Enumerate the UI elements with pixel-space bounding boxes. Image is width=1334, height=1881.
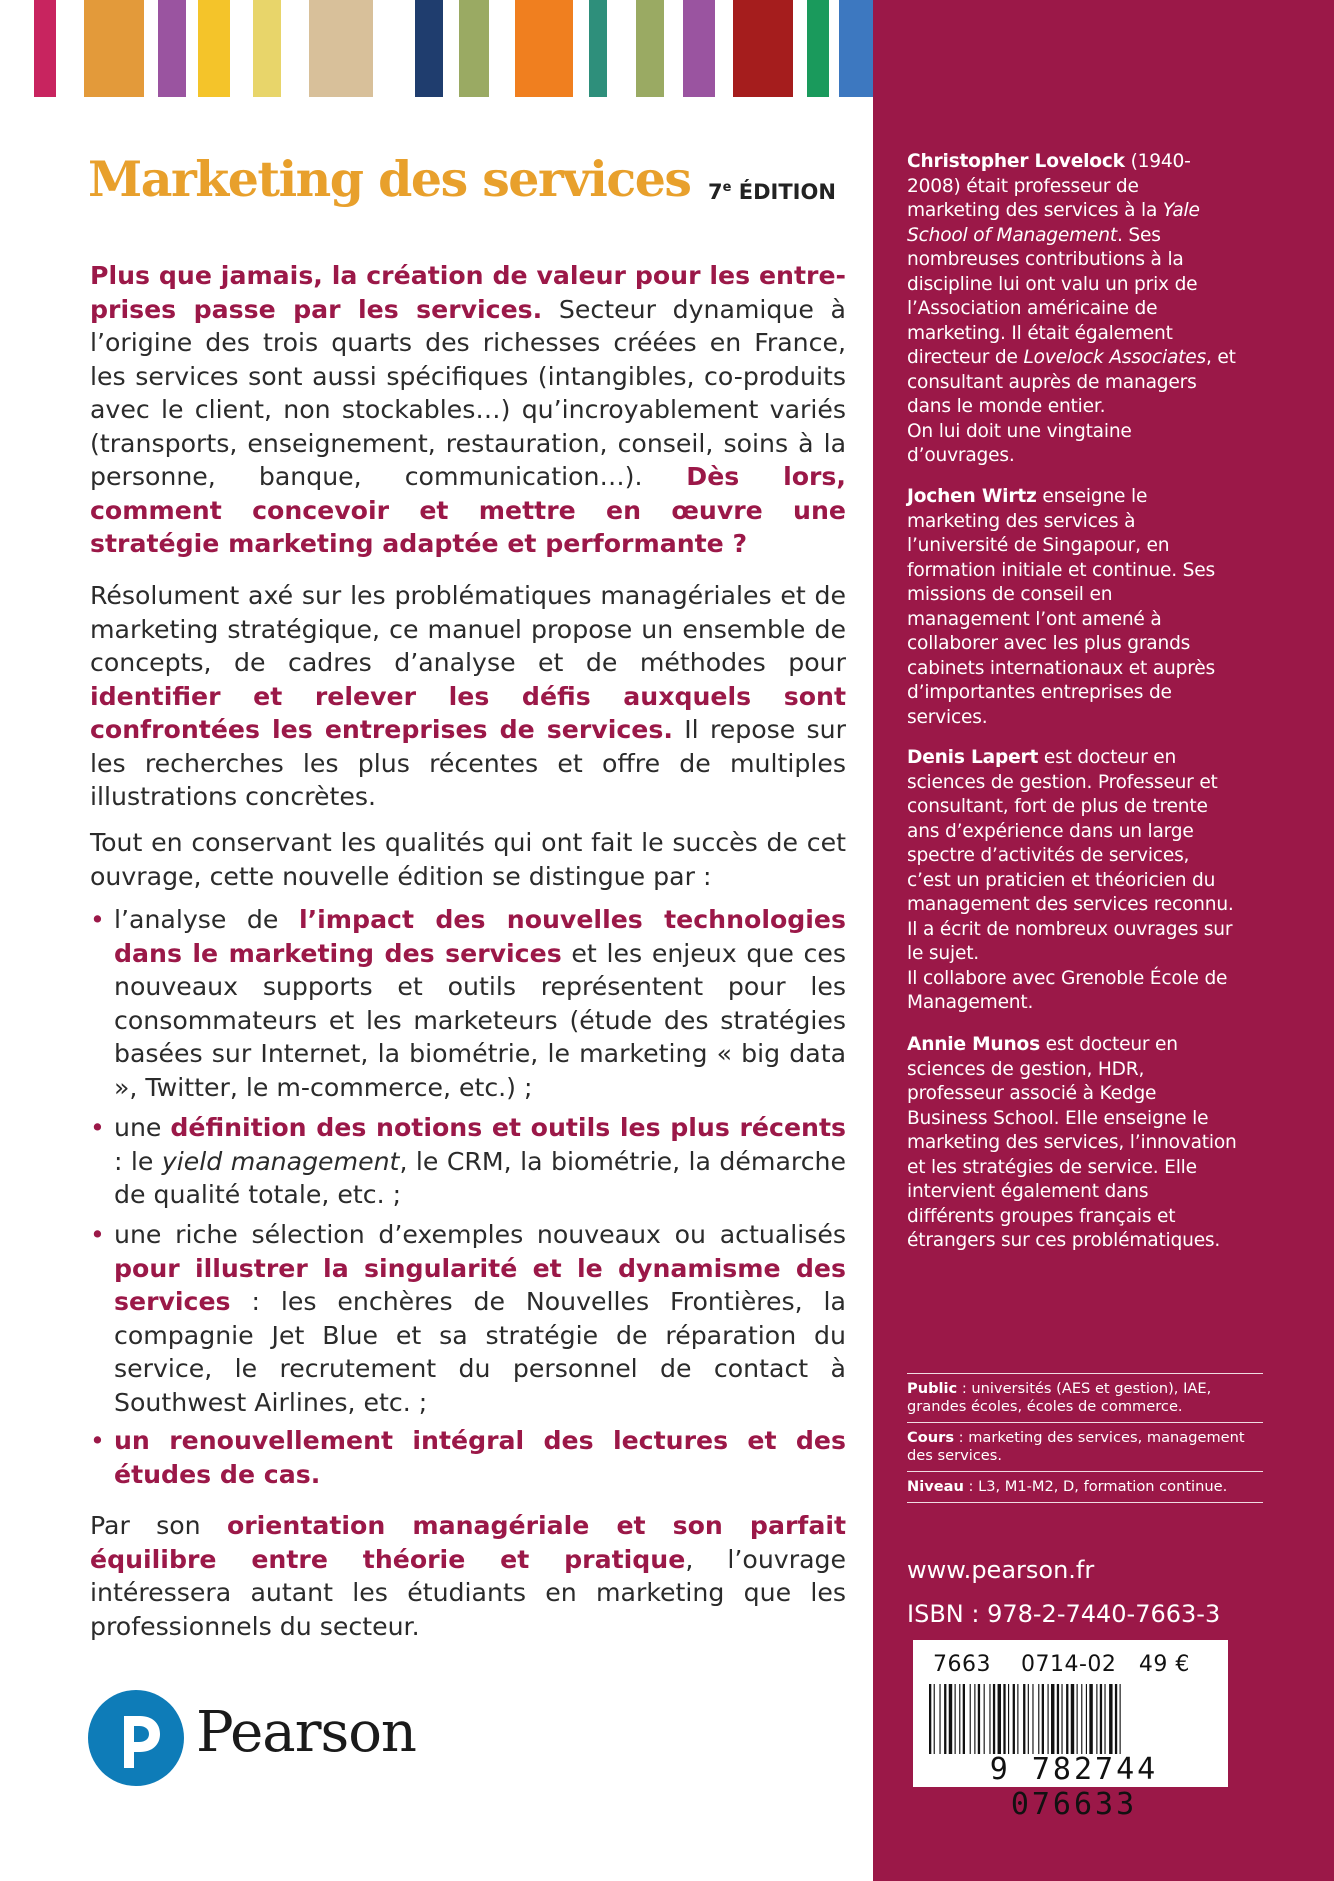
info-text: : universités (AES et gestion), IAE, grandes écoles, écoles de commerce. bbox=[907, 1380, 1212, 1415]
author-name: Denis Lapert bbox=[907, 747, 1039, 768]
author-sidebar bbox=[873, 0, 1334, 1881]
barcode-bar bbox=[1023, 1684, 1025, 1754]
features-list bbox=[90, 903, 846, 1104]
barcode-digits: 9 782744 076633 bbox=[989, 1752, 1159, 1822]
bullet-highlight: l’impact des nouvelles technologies dans le marketing des services bbox=[114, 905, 846, 968]
barcode-bar bbox=[955, 1684, 956, 1754]
author-bio-wirtz bbox=[907, 485, 1237, 730]
bullet-icon: • bbox=[90, 1113, 105, 1142]
barcode-bar bbox=[1048, 1684, 1049, 1754]
barcode-bar bbox=[934, 1684, 935, 1754]
barcode-bar bbox=[1013, 1684, 1015, 1754]
closing-text-1: Par son bbox=[90, 1511, 227, 1540]
list-item bbox=[90, 1424, 846, 1491]
bullet-italic: yield management bbox=[161, 1146, 400, 1176]
edition-superscript: e bbox=[722, 180, 732, 195]
intro-highlight-2: Dès lors, comment concevoir et mettre en œuvre une stratégie marketing adaptée et performante ? bbox=[90, 462, 846, 558]
price-label: 49 € bbox=[1138, 1652, 1190, 1677]
stripe bbox=[34, 0, 56, 97]
barcode-bar bbox=[1066, 1684, 1068, 1754]
author-text: On lui doit une vingtaine d’ouvrages. bbox=[907, 420, 1132, 466]
bullet-highlight: pour illustrer la singularité et le dynamisme des services bbox=[114, 1253, 846, 1316]
bullet-text: et les enjeux que ces nouveaux supports et outils représentent pour les consommateurs et les marketeurs (étude des stratégies basées sur Internet, la biométrie, le marketing « big data », Twitter, le m-commerce, etc.) ; bbox=[114, 938, 847, 1102]
barcode-bar bbox=[1096, 1684, 1097, 1754]
stripe bbox=[683, 0, 715, 97]
bullet-icon: • bbox=[90, 1426, 105, 1455]
info-row-public bbox=[907, 1373, 1263, 1422]
author-name: Christopher Lovelock bbox=[907, 151, 1125, 172]
barcode-bar bbox=[1071, 1684, 1074, 1754]
edition-intro-paragraph bbox=[90, 826, 846, 893]
audience-info bbox=[907, 1373, 1263, 1503]
stripe bbox=[84, 0, 144, 97]
bullet-icon: • bbox=[90, 1220, 105, 1249]
list-item bbox=[90, 1111, 846, 1212]
barcode-bar bbox=[949, 1684, 952, 1754]
author-bio-lovelock bbox=[907, 150, 1237, 469]
author-italic: Yale School of Management bbox=[907, 200, 1200, 246]
stripe bbox=[589, 0, 607, 97]
barcode-code: 7663 bbox=[933, 1652, 991, 1677]
barcode-bar bbox=[1089, 1684, 1092, 1754]
stripe bbox=[807, 0, 829, 97]
author-bio-munos bbox=[907, 1033, 1237, 1254]
description-paragraph bbox=[90, 579, 846, 814]
stripe bbox=[515, 0, 573, 97]
intro-highlight-1: Plus que jamais, la création de valeur pour les entreprises passe par les services. bbox=[90, 261, 846, 324]
barcode-bar bbox=[993, 1684, 995, 1754]
author-text: est docteur en sciences de gestion. Professeur et consultant, fort de plus de trente ans d’expérience dans un large spectre d’activités de services, c’est un praticien et théoricien du management des services reconnu. Il a écrit de nombreux ouvrages sur le sujet. bbox=[907, 747, 1234, 964]
intro-text: Secteur dynamique à l’origine des trois quarts des richesses créées en France, les services sont aussi spécifiques (intangibles, co-produits avec le client, non stockables…) qu’incroyablement variés (transports, enseignement, restauration, conseil, soins à la personne, banque, communication…). bbox=[90, 294, 846, 491]
bullet-icon: • bbox=[90, 905, 105, 934]
stripe bbox=[198, 0, 230, 97]
price-line bbox=[933, 1652, 1223, 1677]
list-item bbox=[90, 903, 846, 1104]
barcode-bar bbox=[984, 1684, 985, 1754]
info-label: Public bbox=[907, 1380, 958, 1397]
barcode-bar bbox=[1086, 1684, 1087, 1754]
bullet-text: , le CRM, la biométrie, la démarche de qualité totale, etc. ; bbox=[114, 1146, 846, 1209]
stripe bbox=[636, 0, 664, 97]
barcode-bar bbox=[1051, 1684, 1054, 1754]
publisher-name: Pearson bbox=[196, 1700, 416, 1765]
barcode-code: 0714-02 bbox=[1020, 1652, 1117, 1677]
description-highlight: identifier et relever les défis auxquels sont confrontées les entreprises de services. bbox=[90, 681, 846, 744]
author-text: (1940-2008) était professeur de marketing des services à la bbox=[907, 151, 1191, 221]
barcode-bar bbox=[998, 1684, 1001, 1754]
author-text: enseigne le marketing des services à l’université de Singapour, en formation initiale et continue. Ses missions de conseil en management l’ont amené à collaborer avec les plus grands cabinets internationaux et auprès d’importantes entreprises de services. bbox=[907, 486, 1215, 728]
barcode-bar bbox=[1003, 1684, 1005, 1754]
barcode-bar bbox=[959, 1684, 960, 1754]
barcode-bar bbox=[944, 1684, 946, 1754]
barcode-bar bbox=[1032, 1684, 1033, 1754]
barcode-bar bbox=[939, 1684, 940, 1754]
closing-paragraph bbox=[90, 1509, 846, 1643]
barcode-bar bbox=[1077, 1684, 1078, 1754]
author-name: Jochen Wirtz bbox=[907, 486, 1037, 507]
barcode-icon bbox=[929, 1684, 1219, 1754]
barcode-bar bbox=[1104, 1684, 1105, 1754]
barcode-bar bbox=[1081, 1684, 1082, 1754]
color-stripes bbox=[0, 0, 873, 97]
stripe bbox=[459, 0, 489, 97]
isbn-number: ISBN : 978-2-7440-7663-3 bbox=[907, 1600, 1221, 1628]
info-row-cours bbox=[907, 1422, 1263, 1471]
bullet-text: : le bbox=[114, 1146, 162, 1176]
author-name: Annie Munos bbox=[907, 1034, 1040, 1055]
edition-number: 7 bbox=[708, 180, 723, 204]
edition-word: ÉDITION bbox=[731, 180, 836, 204]
bullet-text: : les enchères de Nouvelles Frontières, la compagnie Jet Blue et sa stratégie de réparation du service, le recrutement du personnel de contact à Southwest Airlines, etc. ; bbox=[114, 1287, 846, 1417]
barcode-bar bbox=[1120, 1684, 1121, 1754]
info-text: : marketing des services, management des services. bbox=[907, 1429, 1245, 1464]
stripe bbox=[839, 0, 873, 97]
closing-text-2: , l’ouvrage intéressera autant les étudiants en marketing que les professionnels du secteur. bbox=[90, 1544, 846, 1641]
author-bio-lapert bbox=[907, 746, 1237, 1016]
info-text: : L3, M1-M2, D, formation continue. bbox=[963, 1478, 1228, 1495]
features-list bbox=[90, 1424, 846, 1491]
bullet-text: une riche sélection d’exemples nouveaux ou actualisés bbox=[114, 1220, 846, 1249]
stripe bbox=[415, 0, 443, 97]
barcode-bar bbox=[1109, 1684, 1112, 1754]
barcode-bar bbox=[989, 1684, 990, 1754]
barcode-bar bbox=[1028, 1684, 1029, 1754]
barcode-bar bbox=[1115, 1684, 1117, 1754]
author-italic: Lovelock Associates bbox=[1023, 347, 1206, 368]
info-label: Niveau bbox=[907, 1478, 964, 1495]
description-text-2: Il repose sur les recherches les plus récentes et offre de multiples illustrations concrètes. bbox=[90, 715, 846, 811]
intro-paragraph bbox=[90, 259, 846, 561]
edition-label bbox=[708, 180, 836, 204]
pearson-logo-icon bbox=[88, 1690, 184, 1786]
stripe bbox=[158, 0, 186, 97]
barcode-bar bbox=[970, 1684, 971, 1754]
author-text: Il collabore avec Grenoble École de Management. bbox=[907, 967, 1228, 1013]
stripe bbox=[309, 0, 373, 97]
barcode-bar bbox=[974, 1684, 975, 1754]
barcode-bar bbox=[1057, 1684, 1059, 1754]
barcode-bar bbox=[1061, 1684, 1062, 1754]
author-text: est docteur en sciences de gestion, HDR, professeur associé à Kedge Business School. Elle enseigne le marketing des services, l’innovation et les stratégies de service. Elle intervient également dans différents groupes français et étrangers sur ces problématiques. bbox=[907, 1034, 1237, 1251]
bullet-text: une bbox=[114, 1113, 171, 1142]
bullet-text: l’analyse de bbox=[114, 905, 299, 934]
author-text: . Ses nombreuses contributions à la discipline lui ont valu un prix de l’Association américaine de marketing. Il était également directeur de bbox=[907, 224, 1198, 368]
barcode-bar bbox=[1017, 1684, 1018, 1754]
features-list bbox=[90, 1218, 846, 1419]
author-text: , et consultant auprès de managers dans le monde entier. bbox=[907, 347, 1236, 417]
features-list bbox=[90, 1111, 846, 1212]
barcode-bar bbox=[963, 1684, 965, 1754]
barcode-bar bbox=[1008, 1684, 1009, 1754]
barcode-bar bbox=[929, 1684, 931, 1754]
edition-intro-text: Tout en conservant les qualités qui ont fait le succès de cet ouvrage, cette nouvelle édition se distingue par : bbox=[90, 828, 846, 891]
closing-highlight: orientation managériale et son parfait équilibre entre théorie et pratique bbox=[90, 1511, 847, 1574]
barcode-box bbox=[913, 1640, 1228, 1822]
bullet-highlight: un renouvellement intégral des lectures et des études de cas. bbox=[114, 1426, 846, 1489]
barcode-bar bbox=[1100, 1684, 1102, 1754]
barcode-bar bbox=[978, 1684, 980, 1754]
bullet-highlight: définition des notions et outils les plus récents bbox=[170, 1113, 846, 1142]
stripe bbox=[733, 0, 793, 97]
description-text-1: Résolument axé sur les problématiques managériales et de marketing stratégique, ce manuel propose un ensemble de concepts, de cadres d’analyse et de méthodes pour bbox=[90, 581, 846, 677]
list-item bbox=[90, 1218, 846, 1419]
info-row-niveau bbox=[907, 1471, 1263, 1503]
stripe bbox=[253, 0, 281, 97]
barcode-bar bbox=[1042, 1684, 1044, 1754]
book-title: Marketing des services bbox=[88, 150, 691, 208]
publisher-website: www.pearson.fr bbox=[907, 1556, 1095, 1584]
info-label: Cours bbox=[907, 1429, 955, 1446]
barcode-bar bbox=[1038, 1684, 1039, 1754]
